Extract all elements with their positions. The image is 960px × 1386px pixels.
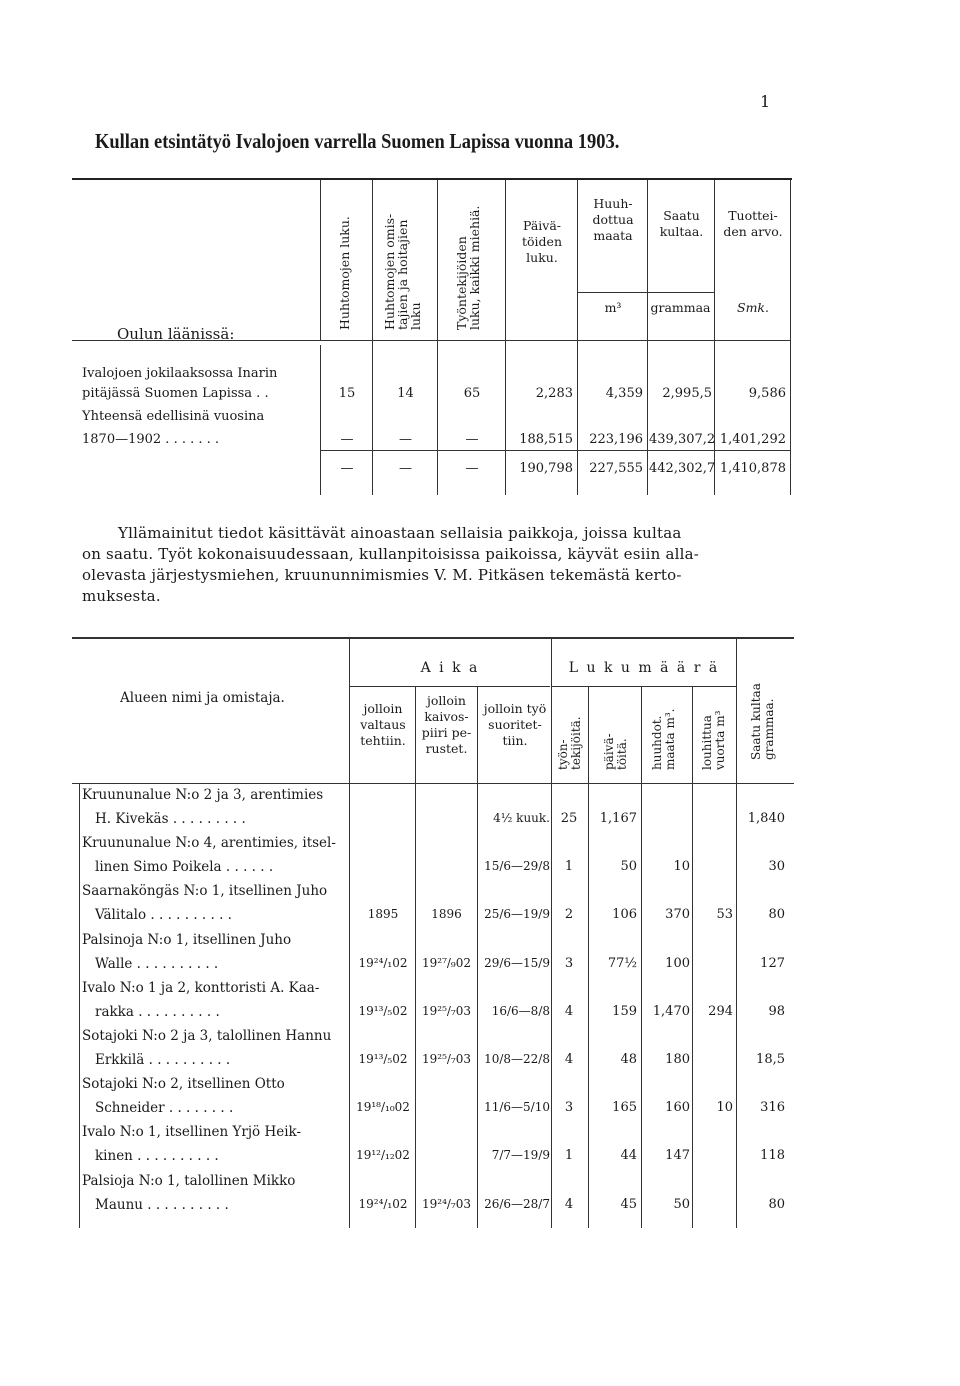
t1-row1-col5: 4,359 (605, 386, 643, 401)
t2-cell-tyo: 25/6—19/9 (484, 907, 550, 922)
t2-cell-kaivospiiri: 19²⁴/₇03 (421, 1196, 471, 1211)
t2-cell-kaivospiiri: 19²⁷/₉02 (421, 955, 471, 970)
t2-divider (736, 638, 737, 1228)
t1-header-huhtomojen-luku: Huhtomojen luku. (337, 216, 352, 330)
t2-cell-huuhdot: 160 (665, 1100, 690, 1116)
t1-divider (505, 180, 506, 495)
t2-cell-saatu: 80 (768, 907, 785, 923)
t2-cell-tyontekijoita: 4 (564, 1196, 574, 1212)
t2-row-name-line2: rakka . . . . . . . . . . (95, 1003, 220, 1020)
t2-header-tyo: jolloin työ suoritet- tiin. (483, 701, 547, 748)
t2-row-name-line2: linen Simo Poikela . . . . . . (95, 859, 274, 876)
t2-lukumaara-rule (552, 686, 736, 687)
t2-cell-valtaus: 19¹⁸/₁₀02 (356, 1100, 410, 1115)
t1-row1-label-line2: pitäjässä Suomen Lapissa . . (82, 386, 269, 401)
t1-header-arvo: Tuottei- den arvo. (723, 208, 783, 239)
t1-header-huuhdottua: Huuh- dottua maata (592, 196, 634, 243)
t2-row-name-line2: Erkkilä . . . . . . . . . . (95, 1052, 231, 1068)
t2-header-louhittua: louhittua vuorta m³ (700, 710, 727, 770)
t2-header-aika: A i k a (420, 660, 480, 676)
t2-row-name-line1: Palsinoja N:o 1, itsellinen Juho (82, 931, 292, 948)
t2-row-name-line2: H. Kivekäs . . . . . . . . . (95, 811, 246, 827)
t2-cell-kaivospiiri: 19²⁵/₇03 (421, 1003, 471, 1018)
t2-cell-paivatoita: 44 (620, 1148, 637, 1164)
t2-header-lukumaara: L u k u m ä ä r ä (568, 660, 720, 676)
t2-cell-tyo: 16/6—8/8 (491, 1003, 550, 1018)
title-rule (72, 178, 792, 180)
t2-cell-valtaus: 1895 (367, 907, 399, 922)
paragraph-line: muksesta. (82, 587, 161, 605)
section-label: Oulun läänissä: (117, 325, 235, 343)
t1-row2-col1: — (340, 432, 354, 447)
t2-cell-tyo: 10/8—22/8 (484, 1052, 550, 1066)
t1-divider (647, 180, 648, 495)
t1-rule (320, 450, 790, 451)
t1-unit-grammaa: grammaa (650, 300, 711, 315)
t2-cell-huuhdot: 10 (673, 859, 690, 875)
t2-row-name-line1: Saarnaköngäs N:o 1, itsellinen Juho (82, 883, 328, 900)
t2-cell-paivatoita: 106 (612, 907, 637, 923)
t1-row1-col7: 9,586 (748, 386, 786, 401)
t1-row2-col2: — (399, 432, 412, 447)
t1-total-col2: — (399, 461, 412, 476)
page-title: Kullan etsintätyö Ivalojoen varrella Suomen Lapissa vuonna 1903. (95, 129, 620, 153)
t1-total-col5: 227,555 (589, 461, 643, 476)
t2-row-name-line1: Ivalo N:o 1 ja 2, konttoristi A. Kaa- (82, 979, 320, 996)
t2-cell-tyo: 29/6—15/9 (484, 955, 550, 970)
t2-cell-tyontekijoita: 3 (564, 1100, 574, 1116)
t1-divider (790, 180, 791, 495)
t2-cell-paivatoita: 77½ (607, 955, 637, 971)
t2-row-name-line1: Sotajoki N:o 2 ja 3, talollinen Hannu (82, 1028, 332, 1044)
t2-header-name: Alueen nimi ja omistaja. (120, 690, 285, 706)
t2-cell-saatu: 118 (760, 1148, 785, 1164)
t2-cell-louhittua: 10 (716, 1100, 733, 1116)
t1-header-saatu: Saatu kultaa. (659, 208, 704, 239)
t2-cell-tyontekijoita: 1 (564, 859, 574, 875)
t2-cell-tyontekijoita: 1 (564, 1148, 574, 1164)
t1-row2-col6: 439,307,2 (649, 432, 716, 447)
t1-row1-col4: 2,283 (535, 386, 573, 401)
t1-header-tyontekijat: Työntekijöiden luku, kaikki miehiä. (454, 205, 482, 330)
t2-header-paivatoita: päivä- töitä. (602, 733, 629, 770)
t2-cell-tyontekijoita: 4 (564, 1003, 574, 1019)
t1-divider (714, 180, 715, 495)
paragraph-line: on saatu. Työt kokonaisuudessaan, kullanpitoisissa paikoissa, käyvät esiin alla- (82, 545, 699, 563)
t2-cell-kaivospiiri: 19²⁵/₇03 (421, 1052, 471, 1066)
t2-row-name-line1: Ivalo N:o 1, itsellinen Yrjö Heik- (82, 1124, 302, 1141)
t1-row1-col3: 65 (463, 386, 481, 401)
t1-divider (437, 180, 438, 495)
t2-divider (692, 686, 693, 1228)
t1-unit-m3: m³ (604, 300, 622, 315)
t1-header-paivatyot: Päivä- töiden luku. (522, 218, 562, 265)
t2-cell-tyontekijoita: 4 (564, 1052, 574, 1067)
t2-cell-valtaus: 19²⁴/₁02 (358, 955, 408, 970)
t2-cell-saatu: 80 (768, 1196, 785, 1212)
t1-total-col3: — (465, 461, 479, 476)
t2-header-kaivospiiri: jolloin kaivos- piiri pe- rustet. (421, 693, 472, 756)
t2-cell-paivatoita: 159 (612, 1003, 637, 1019)
t2-row-name-line1: Kruununalue N:o 2 ja 3, arentimies (82, 787, 324, 803)
t2-cell-tyontekijoita: 3 (564, 955, 574, 971)
t2-row-name-line2: Välitalo . . . . . . . . . . (95, 907, 232, 924)
paragraph-line: Yllämainitut tiedot käsittävät ainoastaan sellaisia paikkoja, joissa kultaa (118, 524, 682, 542)
t2-cell-tyo: 26/6—28/7 (484, 1196, 550, 1211)
t2-row-name-line1: Palsioja N:o 1, talollinen Mikko (82, 1172, 296, 1189)
t2-cell-huuhdot: 370 (665, 907, 690, 923)
t2-cell-saatu: 316 (760, 1100, 785, 1116)
page-number: 1 (760, 92, 771, 111)
t2-header-valtaus: jolloin valtaus tehtiin. (360, 701, 406, 748)
t2-cell-paivatoita: 1,167 (599, 811, 637, 826)
t1-row1-col2: 14 (397, 386, 414, 401)
t2-row-name-line2: Walle . . . . . . . . . . (95, 955, 219, 972)
t1-total-col7: 1,410,878 (719, 461, 786, 476)
t2-cell-tyo: 4½ kuuk. (493, 811, 550, 825)
t2-cell-saatu: 127 (760, 955, 785, 971)
t2-header-rule (72, 783, 794, 784)
t2-cell-saatu: 30 (768, 859, 785, 875)
t2-cell-saatu: 18,5 (756, 1052, 785, 1067)
t1-unit-smk: Smk. (737, 300, 769, 315)
t2-cell-paivatoita: 45 (620, 1196, 637, 1212)
t2-cell-tyontekijoita: 25 (560, 811, 578, 826)
t1-row2-label-line2: 1870—1902 . . . . . . . (82, 432, 220, 447)
t1-row2-col3: — (465, 432, 479, 447)
t1-row1-label-line1: Ivalojoen jokilaaksossa Inarin (82, 366, 278, 381)
t2-cell-valtaus: 19¹³/₅02 (358, 1003, 408, 1018)
t2-cell-huuhdot: 50 (673, 1196, 690, 1212)
t2-top-rule (72, 637, 794, 639)
t2-cell-huuhdot: 1,470 (652, 1003, 690, 1019)
t2-cell-louhittua: 53 (716, 907, 733, 923)
t1-row1-col1: 15 (338, 386, 356, 401)
t1-row1-col6: 2,995,5 (662, 386, 712, 401)
t2-row-name-line2: kinen . . . . . . . . . . (95, 1148, 219, 1165)
t2-cell-huuhdot: 100 (665, 955, 690, 971)
body-paragraph (82, 523, 794, 607)
t1-rule (320, 340, 790, 341)
t1-row2-col7: 1,401,292 (719, 432, 786, 447)
t2-aika-rule (350, 686, 550, 687)
t1-divider (372, 180, 373, 495)
t2-cell-louhittua: 294 (708, 1003, 733, 1019)
t2-cell-saatu: 98 (768, 1003, 785, 1019)
t2-cell-paivatoita: 165 (612, 1100, 637, 1116)
t1-header-omistajat: Huhtomojen omis- tajien ja hoitajien luku (382, 213, 423, 330)
t2-cell-saatu: 1,840 (747, 811, 785, 826)
t2-row-name-line2: Schneider . . . . . . . . (95, 1100, 234, 1117)
t2-cell-valtaus: 19¹²/₁₂02 (356, 1148, 410, 1163)
t1-divider (577, 180, 578, 495)
t2-cell-valtaus: 19¹³/₅02 (358, 1052, 408, 1066)
t2-header-huuhdot: huuhdot. maata m³. (650, 708, 677, 770)
paragraph-line: olevasta järjestysmiehen, kruununnimismies V. M. Pitkäsen tekemästä kerto- (82, 566, 682, 584)
t1-row2-col4: 188,515 (519, 432, 573, 447)
t2-left-border (79, 784, 80, 1228)
t2-cell-paivatoita: 48 (620, 1052, 637, 1067)
t1-total-col6: 442,302,7 (649, 461, 716, 476)
t2-cell-tyo: 11/6—5/10 (484, 1100, 550, 1115)
t1-rule (577, 292, 714, 293)
t2-cell-tyo: 15/6—29/8 (484, 859, 550, 874)
t1-row2-label-line1: Yhteensä edellisinä vuosina (82, 409, 265, 424)
t2-row-name-line2: Maunu . . . . . . . . . . (95, 1196, 229, 1213)
t2-row-name-line1: Sotajoki N:o 2, itsellinen Otto (82, 1076, 285, 1093)
t1-row2-col5: 223,196 (589, 432, 643, 447)
t2-cell-huuhdot: 147 (665, 1148, 690, 1164)
t1-total-col1: — (340, 461, 354, 476)
t2-header-saatu: Saatu kultaa grammaa. (749, 683, 776, 760)
t2-cell-kaivospiiri: 1896 (431, 907, 462, 922)
t2-cell-valtaus: 19²⁴/₁02 (358, 1196, 408, 1211)
t2-divider (349, 638, 350, 1228)
t1-divider (320, 180, 321, 340)
t2-cell-huuhdot: 180 (665, 1052, 690, 1067)
t1-total-col4: 190,798 (519, 461, 573, 476)
t2-row-name-line1: Kruununalue N:o 4, arentimies, itsel- (82, 835, 336, 852)
t2-cell-tyontekijoita: 2 (564, 907, 574, 923)
t2-cell-tyo: 7/7—19/9 (491, 1148, 550, 1163)
t2-header-tyontekijoita: työn- tekijöitä. (556, 716, 583, 770)
t2-cell-paivatoita: 50 (620, 859, 637, 875)
t1-divider (320, 345, 321, 495)
